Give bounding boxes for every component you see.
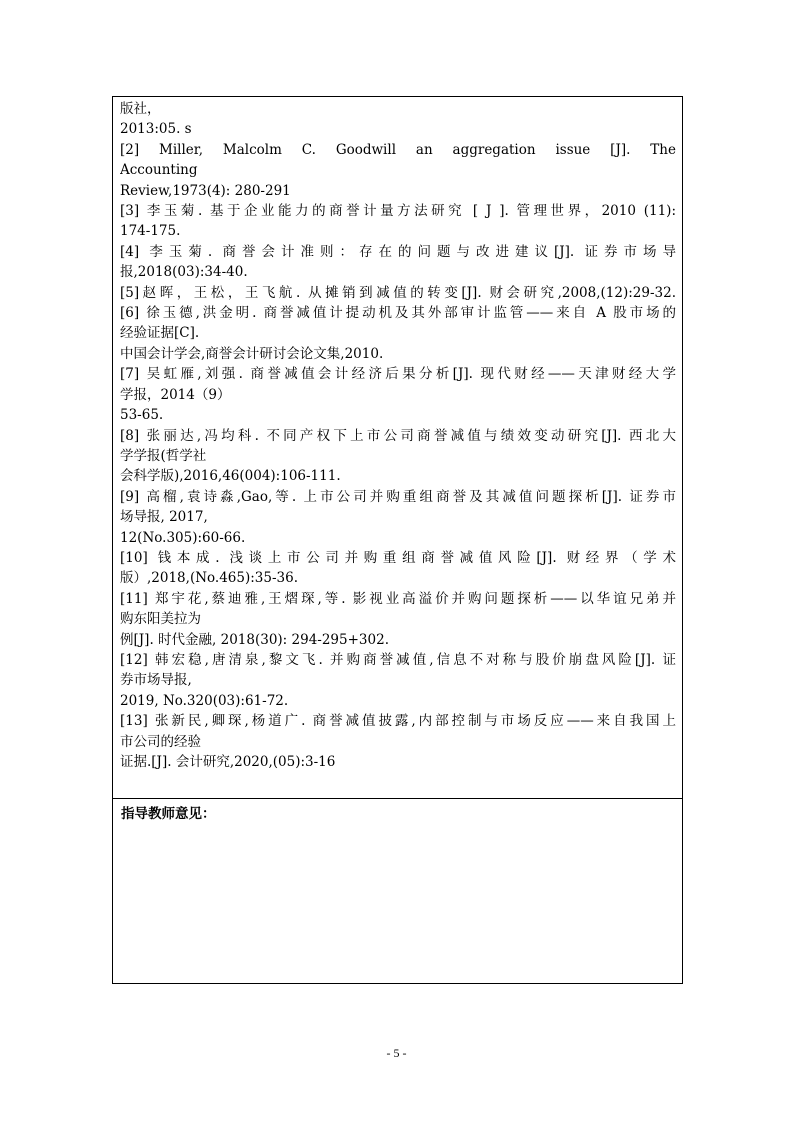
reference-line: 学报，2014（9）	[120, 386, 231, 403]
reference-line: 版社，	[120, 101, 161, 117]
reference-line: 报,2018(03):34-40.	[120, 264, 248, 281]
reference-line: Review,1973(4): 280-291	[120, 182, 291, 199]
reference-line: 券市场导报,	[120, 672, 192, 689]
reference-line: 市公司的经验	[120, 733, 201, 750]
reference-line: [8] 张丽达,冯均科. 不同产权下上市公司商誉减值与绩效变动研究[J]. 西北大	[120, 427, 676, 444]
reference-line: 12(No.305):60-66.	[120, 529, 246, 546]
reference-line: [6] 徐玉德,洪金明. 商誉减值计提动机及其外部审计监管——来自 A 股市场的	[120, 305, 676, 322]
reference-line: [11] 郑宇花,蔡迪雅,王熠琛,等. 影视业高溢价并购问题探析——以华谊兄弟并	[120, 590, 676, 607]
reference-line: [5]赵晖，王松，王飞航. 从摊销到减值的转变[J]. 财会研究,2008,(12):29-32.	[120, 284, 676, 301]
advisor-opinion-box	[112, 799, 683, 984]
reference-line: 2019, No.320(03):61-72.	[120, 692, 289, 709]
reference-list	[120, 99, 676, 772]
reference-line: [7] 吴虹雁,刘强. 商誉减值会计经济后果分析[J]. 现代财经——天津财经大学	[120, 366, 676, 383]
reference-line: 版）,2018,(No.465):35-36.	[120, 570, 298, 587]
reference-line: 购东阳美拉为	[120, 611, 201, 628]
reference-line: [12] 韩宏稳,唐清泉,黎文飞. 并购商誉减值,信息不对称与股价崩盘风险[J]. 证	[120, 651, 676, 668]
reference-line: [13] 张新民,卿琛,杨道广. 商誉减值披露,内部控制与市场反应——来自我国上	[120, 713, 676, 730]
reference-line: [3] 李玉菊. 基于企业能力的商誉计量方法研究 [ J ]. 管理世界，2010 (11):	[120, 203, 676, 220]
references-box	[112, 96, 683, 799]
reference-line: 证据.[J]. 会计研究,2020,(05):3-16	[120, 754, 336, 770]
reference-line: [10] 钱本成. 浅谈上市公司并购重组商誉减值风险[J]. 财经界（学术	[120, 549, 676, 566]
reference-line: 中国会计学会,商誉会计研讨会论文集,2010.	[120, 345, 384, 362]
reference-line: 学学报(哲学社	[120, 447, 207, 464]
reference-line: 53-65.	[120, 407, 164, 424]
reference-line: 经验证据[C].	[120, 325, 200, 342]
reference-line: [4] 李玉菊. 商誉会计准则：存在的问题与改进建议[J]. 证券市场导	[120, 243, 676, 260]
page-number: - 5 -	[386, 1046, 407, 1060]
reference-line: 2013:05. s	[120, 121, 192, 138]
reference-line: [2] Miller, Malcolm C. Goodwill an aggregation issue [J]. The	[120, 141, 676, 158]
reference-line: Accounting	[120, 162, 198, 179]
reference-line: 场导报, 2017,	[120, 509, 208, 526]
reference-line: 例[J]. 时代金融, 2018(30): 294-295+302.	[120, 631, 389, 648]
reference-line: 174-175.	[120, 223, 181, 240]
advisor-opinion-label: 指导教师意见：	[121, 806, 216, 822]
reference-line: 会科学版),2016,46(004):106-111.	[120, 468, 341, 485]
reference-line: [9] 高榴,袁诗淼,Gao,等. 上市公司并购重组商誉及其减值问题探析[J]. 证券市	[120, 488, 676, 505]
